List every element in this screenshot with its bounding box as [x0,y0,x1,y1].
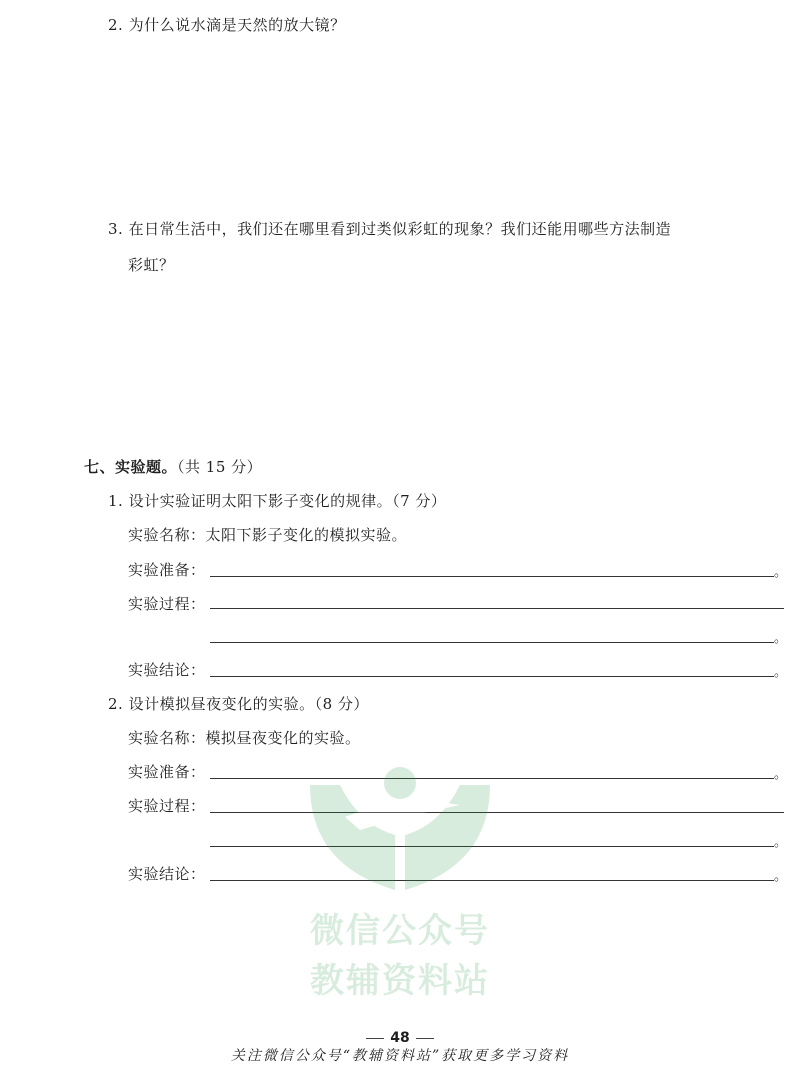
watermark-line-1: 微信公众号 [310,911,490,951]
experiment-1-name: 实验名称：太阳下影子变化的模拟实验。 [128,526,408,544]
period-mark: 。 [774,869,788,884]
experiment-2-process-field-1[interactable] [210,796,784,816]
experiment-1-conclusion-field[interactable] [210,660,788,680]
watermark-line-2: 教辅资料站 [310,961,490,1001]
experiment-1-process-field-1[interactable] [210,592,784,612]
experiment-1-process-label: 实验过程： [128,595,206,613]
footer-note: 关注微信公众号“教辅资料站”获取更多学习资料 [230,1048,570,1064]
period-mark: 。 [774,665,788,680]
period-mark: 。 [774,565,788,580]
page-number [0,1030,800,1046]
question-3-line-2: 彩虹？ [128,256,175,274]
experiment-2-process-field-2[interactable] [210,830,788,850]
section-7-score: （共 15 分） [177,458,263,476]
experiment-2-conclusion-label: 实验结论： [128,865,206,883]
page-number-value: 48 [390,1030,410,1046]
experiment-1-prep-label: 实验准备： [128,561,206,579]
period-mark: 。 [774,631,788,646]
section-7-heading [84,456,262,477]
experiment-2-conclusion-field[interactable] [210,864,788,884]
experiment-1-title: 1. 设计实验证明太阳下影子变化的规律。（7 分） [108,492,447,510]
divider [366,1038,384,1039]
experiment-2-process-label: 实验过程： [128,797,206,815]
divider [416,1038,434,1039]
experiment-2-title: 2. 设计模拟昼夜变化的实验。（8 分） [108,695,369,713]
experiment-1-conclusion-label: 实验结论： [128,661,206,679]
question-3-line-1: 3. 在日常生活中，我们还在哪里看到过类似彩虹的现象？我们还能用哪些方法制造 [108,220,672,238]
experiment-1-process-field-2[interactable] [210,626,788,646]
question-2: 2. 为什么说水滴是天然的放大镜？ [108,16,346,34]
section-7-title: 七、实验题。 [84,458,178,476]
experiment-2-prep-label: 实验准备： [128,763,206,781]
period-mark: 。 [774,835,788,850]
experiment-1-prep-field[interactable] [210,560,788,580]
experiment-2-prep-field[interactable] [210,762,788,782]
period-mark: 。 [774,767,788,782]
experiment-2-name: 实验名称：模拟昼夜变化的实验。 [128,729,361,747]
